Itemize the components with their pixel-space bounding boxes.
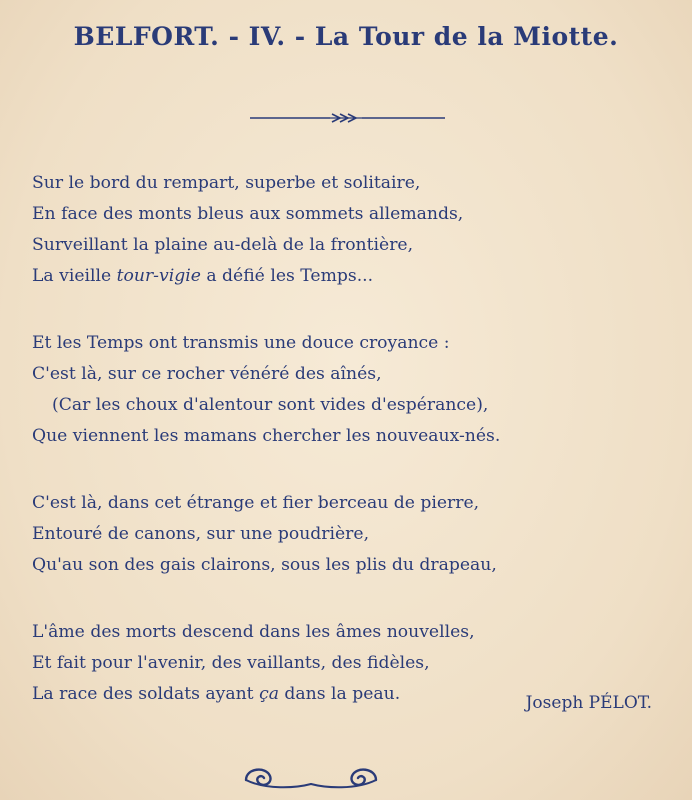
poem-line: Qu'au son des gais clairons, sous les plis du drapeau, — [32, 555, 497, 575]
poem — [32, 168, 672, 746]
scroll-ornament-icon — [236, 758, 386, 794]
poem-line-text: a défié les Temps... — [200, 266, 374, 286]
poem-line: C'est là, dans cet étrange et fier berceau de pierre, — [32, 493, 480, 513]
poem-line: Et fait pour l'avenir, des vaillants, des fidèles, — [32, 653, 430, 673]
poem-line: (Car les choux d'alentour sont vides d'espérance), — [52, 395, 489, 415]
poem-line: Sur le bord du rempart, superbe et solitaire, — [32, 173, 421, 193]
poem-line: Et les Temps ont transmis une douce croyance : — [32, 333, 450, 353]
poem-line: Surveillant la plaine au-delà de la frontière, — [32, 235, 414, 255]
poem-line: En face des monts bleus aux sommets allemands, — [32, 204, 464, 224]
author-signature: Joseph PÉLOT. — [525, 693, 652, 713]
decorative-rule-icon — [250, 112, 445, 124]
poem-line-text: dans la peau. — [278, 684, 401, 704]
poem-line: C'est là, sur ce rocher vénéré des aînés, — [32, 364, 382, 384]
poem-line — [32, 261, 672, 292]
poem-line-text: La race des soldats ayant — [32, 684, 260, 704]
page-title: BELFORT. - IV. - La Tour de la Miotte. — [73, 22, 619, 51]
poem-line: Que viennent les mamans chercher les nouveaux-nés. — [32, 426, 501, 446]
poem-line-text: La vieille — [32, 266, 117, 286]
stanza-1 — [32, 168, 672, 292]
poem-line: L'âme des morts descend dans les âmes nouvelles, — [32, 622, 475, 642]
poem-line: Entouré de canons, sur une poudrière, — [32, 524, 370, 544]
stanza-3 — [32, 488, 672, 581]
poem-line-italic: tour-vigie — [116, 266, 201, 286]
stanza-2 — [32, 328, 672, 452]
poem-line-italic: ça — [259, 684, 279, 704]
